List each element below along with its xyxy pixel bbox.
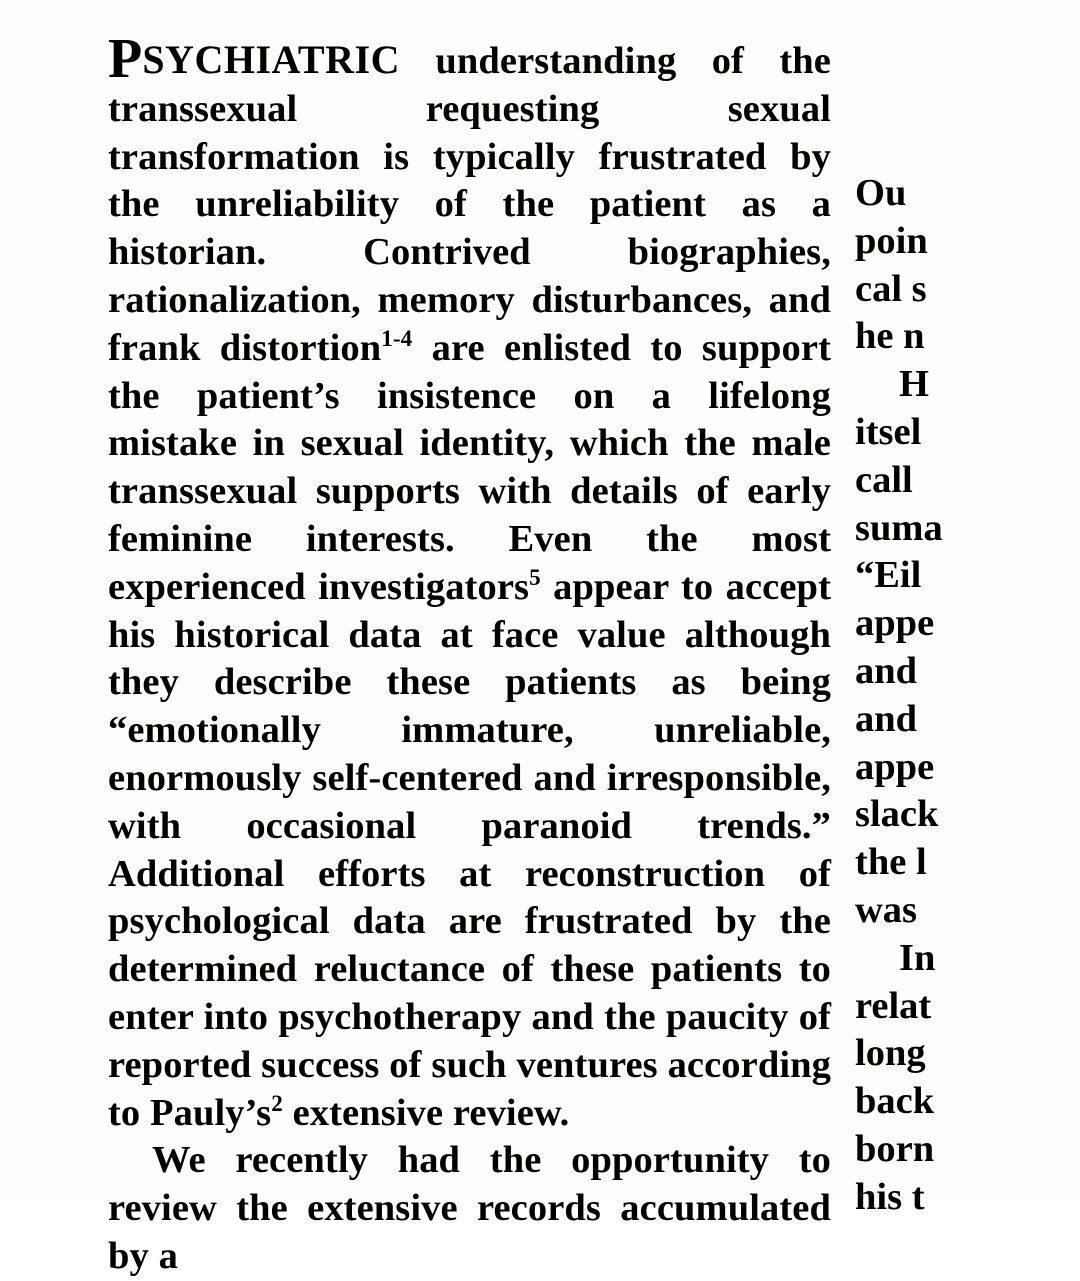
footnote-marker-1: 1-4 xyxy=(381,324,413,351)
right-line: H xyxy=(899,363,929,406)
right-line: his t xyxy=(855,1175,925,1218)
paragraph-opening xyxy=(108,30,831,1137)
right-line: back xyxy=(855,1080,935,1123)
right-line: Ou xyxy=(855,172,907,214)
right-line: born xyxy=(855,1127,935,1170)
right-line: and xyxy=(855,649,918,692)
right-line: In xyxy=(899,936,936,979)
right-line: call xyxy=(855,458,913,501)
right-line: poin xyxy=(855,219,928,262)
left-text-column xyxy=(0,30,855,1281)
right-line: “Eil xyxy=(855,554,922,597)
right-line: he n xyxy=(855,315,925,358)
paragraph-second: We recently had the opportunity to review the extensive records accumulated by a xyxy=(108,1139,831,1277)
right-line: and xyxy=(855,697,918,740)
paragraph-text-segment-2: are enlisted to support the patient’s insistence on a lifelong mistake in sexual identity, which the male transsexual supports with details of early feminine interests. Even the most experienced investigators xyxy=(108,326,831,608)
right-line: cal s xyxy=(855,267,927,310)
footnote-marker-2: 5 xyxy=(529,563,541,590)
footnote-marker-3: 2 xyxy=(271,1089,283,1116)
right-line: appe xyxy=(855,602,935,645)
right-line: long xyxy=(855,1032,926,1075)
right-line: itsel xyxy=(855,410,922,453)
paragraph-text-segment-1: understanding of the transsexual requesting sexual transformation is typically frustrated by the unreliability of the patient as a historian. Contrived biographies, rationalization, memory disturbances, and frank distortion xyxy=(108,40,831,369)
right-line: the l xyxy=(855,841,927,884)
right-text-column-clipped xyxy=(855,30,1080,1222)
right-line: suma xyxy=(855,506,943,549)
right-line: relat xyxy=(855,984,932,1027)
right-column-lines xyxy=(855,170,1080,1222)
column-top-spacer xyxy=(855,30,1080,170)
paragraph-text-segment-3: appear to accept his historical data at face value although they describe these patients as being “emotionally immature, unreliable, enormously self-centered and irresponsible, with occasional paranoid trends.” Additional efforts at reconstruction of psychological data are frustrated by the determined reluctance of these patients to enter into psychotherapy and the paucity of reported success of such ventures according to Pauly’s xyxy=(108,565,831,1134)
opening-small-caps: SYCHIATRIC xyxy=(142,37,400,82)
right-line: appe xyxy=(855,745,935,788)
right-line: slack xyxy=(855,793,939,836)
two-column-layout xyxy=(0,28,1080,1277)
right-line: was xyxy=(855,888,918,931)
drop-cap-letter: P xyxy=(108,28,143,90)
paragraph-text-segment-4: extensive review. xyxy=(282,1091,570,1134)
